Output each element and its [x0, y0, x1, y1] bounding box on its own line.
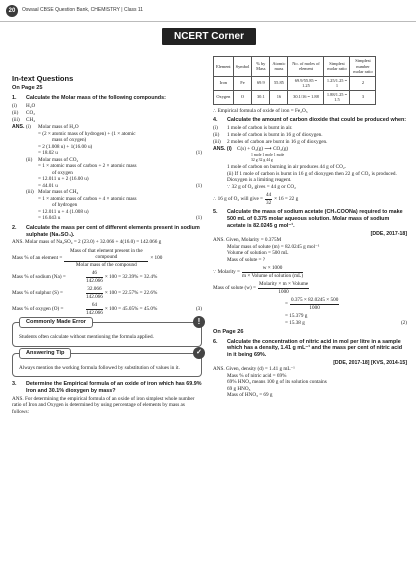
ans-num: (i) [26, 124, 31, 131]
item-num: (i) [12, 103, 17, 110]
eq-result: × 100 = 32.39% = 32.4% [104, 274, 158, 281]
q4-limiting-reagent: Dioxygen is a limiting reagent. [227, 177, 292, 184]
table-header: Atomic mass [270, 57, 288, 77]
ans-line: = 44.01 u [38, 182, 58, 189]
q-number: 4. [213, 117, 218, 123]
q6-given: ANS. Given, density (d) = 1.41 g mL⁻¹ [213, 366, 295, 373]
table-cell: 55.85 [270, 76, 288, 90]
table-header: Simplest number molar ratio [350, 57, 376, 77]
ans-line: = 1 × atomic mass of carbon + 2 × atomic mass [38, 163, 137, 170]
q1-item [12, 103, 202, 110]
item-text: 1 mole of carbon is burnt in 16 g of dioxygen. [227, 132, 323, 138]
ans-line: = 2 (1.008 u) + 1(16.00 u) [38, 143, 93, 150]
q5-unknown: Mass of solute = ? [227, 256, 266, 263]
ans-num: (ii) [26, 156, 33, 163]
oxygen-percent [12, 302, 202, 316]
item-text: H₂O [26, 103, 36, 110]
q5-result: = 15.379 g [285, 313, 308, 320]
ans-text [38, 189, 192, 222]
q1-item [12, 110, 202, 117]
eq-fraction [290, 297, 339, 311]
empirical-formula-result: ∴ Empirical formula of oxide of iron = Fe₂O₃ [213, 107, 308, 114]
exclamation-icon: ! [193, 316, 205, 328]
q5-given: ANS. Given, Molarity = 0.375M [213, 237, 282, 244]
table-cell: 30.1/16 = 1.88 [288, 90, 324, 104]
reaction-moles: 1 mole 1 mole 1 mole [251, 153, 285, 157]
mass-of-solute-formula [213, 281, 407, 295]
marks: (1) [195, 150, 202, 157]
common-error-box [12, 317, 202, 347]
box-title: Commonly Made Error [19, 317, 93, 328]
marks: (3) [195, 306, 202, 313]
ans-line: = 1 × atomic mass of carbon + 4 × atomic mass [38, 195, 137, 202]
ans-num: (iii) [26, 189, 34, 196]
ans-line: = 18.02 u [38, 150, 58, 157]
fraction-denominator: Molar mass of the compound [75, 261, 137, 268]
ans-line: Molar mass of CH₄ [38, 189, 79, 196]
fraction-denominator: 1000 [309, 304, 320, 311]
page-number: 20 [6, 5, 18, 17]
fraction-denominator: 1000 [278, 288, 289, 295]
q6-reference: [DDE, 2017-18] [KVS, 2014-15] [333, 359, 407, 366]
section-title: In-text Questions [12, 74, 74, 83]
answering-tip-box [12, 348, 202, 378]
question-5 [213, 209, 407, 229]
fraction-numerator: 64 [86, 302, 103, 310]
table-cell: 16 [270, 90, 288, 104]
eq-label: Mass % of sodium (Na) = [12, 274, 66, 281]
ans-line: of hydrogen [52, 202, 78, 209]
q5-final-result: = 15.38 g [285, 319, 305, 326]
q5-reference: [DDE, 2017-18] [370, 230, 407, 237]
eq-fraction [265, 192, 272, 206]
question-1 [12, 95, 202, 102]
left-column [12, 74, 202, 415]
q-text: Calculate the amount of carbon dioxide that could be produced when: [227, 117, 407, 123]
page-header [0, 0, 416, 22]
fraction-denominator: m × Volume of solution (mL) [241, 272, 304, 279]
eq-fraction [86, 286, 103, 300]
q-text: Determine the Empirical formula of an oxide of iron which has 69.9% Iron and 30.1% dioxygen by mass? [26, 381, 202, 395]
q3-answer: ANS. For determining the empirical formula of an oxide of iron simplest whole number ratio of Iron and Oxygen is determined by using percentage of elements by mass as follows: [12, 395, 195, 415]
q1-answer-ii [12, 157, 202, 190]
sodium-percent [12, 270, 202, 284]
fraction-numerator: 46 [86, 270, 103, 278]
q6-mass-hno3: Mass of HNO₃ = 69 g [227, 392, 273, 399]
fraction-denominator: 32 [265, 199, 272, 206]
question-2 [12, 225, 202, 239]
ans-line: of oxygen [52, 169, 73, 176]
q4-answer-ii: (ii) If 1 mole of carbon is burnt in 16 g of dioxygen then 22 g of CO₂ is produced. [227, 170, 397, 177]
empirical-formula-table [213, 56, 376, 105]
q4-given: ∵ 32 g of O₂ gives = 44 g or CO₂ [227, 183, 296, 190]
item-num: (i) [213, 125, 218, 131]
q-number: 1. [12, 95, 17, 102]
book-title: Oswaal CBSE Question Bank, CHEMISTRY | Class 11 [22, 7, 144, 13]
q6-meaning-cont: 69 g HNO₃ [227, 385, 251, 392]
marks: (1) [195, 182, 202, 189]
q-number: 6. [213, 338, 218, 345]
checkmark-icon: ✓ [193, 347, 205, 359]
box-text: Students often calculate without mentioning the formula applied. [19, 334, 154, 341]
fraction-numerator: 44 [265, 192, 272, 199]
q-text: Calculate the mass per cent of different elements present in sodium sulphate (Na₂SO₄). [26, 224, 200, 238]
ans-line: = 12.011 u + 4 (1.008 u) [38, 208, 89, 215]
fraction-numerator: w × 1000 [242, 265, 303, 273]
table-row [214, 90, 376, 104]
marks: (2) [400, 319, 407, 326]
box-text: Always mention the working formula followed by substitution of values in it. [19, 364, 180, 371]
eq-result: × 100 = 22.57% = 22.6% [104, 290, 158, 297]
item-num: (ii) [213, 132, 220, 138]
table-cell: Iron [214, 76, 234, 90]
q-text: Calculate the Molar mass of the following compounds: [26, 95, 166, 102]
q-text: Calculate the concentration of nitric acid in mol per litre in a sample which has a density, 1.41 g mL⁻¹ and the mass per cent of nitric acid in it being 69%. [227, 338, 402, 359]
question-6 [213, 339, 407, 359]
eq-fraction [242, 265, 303, 279]
page-ref: On Page 25 [12, 85, 43, 92]
q4-item [213, 132, 407, 139]
eq-label: Mass % of sulphur (S) = [12, 290, 63, 297]
eq-label: ∴ 16 g of O₂ will give = [213, 196, 263, 203]
table-cell: O [233, 90, 252, 104]
q5-volume: Volume of solution = 500 mL [227, 250, 289, 257]
ans-label: ANS. (i) [213, 146, 232, 152]
table-cell: Oxygen [214, 90, 234, 104]
fraction-denominator: 142.066 [86, 277, 103, 284]
fraction-numerator: 0.375 × 82.0245 × 500 [290, 297, 339, 304]
formula-label: Mass % of an element = [12, 254, 63, 261]
table-header: Symbol [233, 57, 252, 77]
table-cell: 1.88/1.25 = 1.5 [324, 90, 350, 104]
table-header: Simplest molar ratio [324, 57, 350, 77]
reaction-masses: 32 g 32 g 44 g [251, 157, 273, 162]
table-row [214, 76, 376, 90]
fraction-numerator: Molarity × m × Volume [258, 281, 309, 288]
q1-answer-i [12, 124, 202, 157]
question-3 [12, 381, 202, 395]
fraction-denominator: 142.066 [86, 309, 103, 316]
item-num: (iii) [12, 117, 20, 124]
mass-of-solute-substitution: = $\frac{0.375 \times 82.0245 \times 500}{1000}$ [285, 297, 339, 311]
ans-line: = 12.011 u + 2 (16.00 u) [38, 176, 89, 183]
item-text: 1 mole of carbon is burnt in air. [227, 125, 293, 131]
q-text: Calculate the mass of sodium acetate (CH₃COONa) required to make 500 mL of 0.375 molar aqueous solution. Molar mass of sodium acetate is 82.0245 g mol⁻¹. [227, 209, 403, 229]
reaction-equation: C(s) + O₂(g) ⟶ CO₂(g) [237, 146, 289, 152]
eq-label: Mass of solute (w) = [213, 284, 256, 291]
sulphur-percent [12, 286, 202, 300]
ans-line: = (2 × atomic mass of hydrogen) + (1 × atomic [38, 130, 136, 137]
ans-line: = 16.043 u [38, 215, 61, 222]
q6-meaning: 69% HNO₃ means 100 g of its solution contains [227, 379, 327, 386]
table-cell: 30.1 [252, 90, 270, 104]
ans-label: ANS. [12, 124, 25, 131]
q2-answer: ANS. Molar mass of Na₂SO₄ = 2 (23.0) + 32.066 + 4(16.0) = 142.066 g [12, 239, 162, 246]
fraction-denominator: 142.066 [86, 293, 103, 300]
table-header: Element [214, 57, 234, 77]
q4-reaction [213, 146, 407, 153]
table-cell: 1.25/1.25 = 1 [324, 76, 350, 90]
fraction-numerator: Mass of that element present in the compound [64, 248, 148, 262]
table-cell: 3 [350, 90, 376, 104]
ncert-corner-banner: NCERT Corner [162, 28, 256, 45]
table-header: % by Mass [252, 57, 270, 77]
q-number: 3. [12, 381, 17, 388]
eq-result: × 100 = 45.05% = 45.0% [104, 306, 158, 313]
table-cell: Fe [233, 76, 252, 90]
ans-text [38, 124, 192, 157]
mass-percent-formula [12, 248, 202, 269]
item-text: 2 moles of carbon are burnt in 16 g of dioxygen. [227, 139, 328, 145]
ans-line: Molar mass of H₂O [38, 124, 79, 131]
q4-item [213, 139, 407, 146]
marks: (1) [195, 215, 202, 222]
eq-fraction [86, 270, 103, 284]
eq-label: ∵ Molarity = [213, 268, 240, 275]
ans-line: Molar mass of CO₂ [38, 156, 79, 163]
q4-calculation [213, 192, 407, 206]
table-cell: 69.9 [252, 76, 270, 90]
q1-answer-iii [12, 189, 202, 222]
q4-item [213, 125, 407, 132]
table-header: No. of moles of element [288, 57, 324, 77]
page-ref: On Page 26 [213, 328, 244, 335]
table-cell: 2 [350, 76, 376, 90]
item-text: CH₄ [26, 117, 36, 124]
right-column [213, 52, 407, 399]
q5-final [285, 320, 407, 327]
eq-fraction [86, 302, 103, 316]
eq-label: Mass % of oxygen (O) = [12, 306, 64, 313]
box-title: Answering Tip [19, 348, 71, 359]
eq-result: × 16 = 22 g [274, 196, 299, 203]
item-num: (iii) [213, 139, 221, 145]
molarity-formula [213, 265, 407, 279]
times-100: × 100 [150, 254, 163, 261]
question-4 [213, 117, 407, 124]
q-number: 2. [12, 224, 17, 231]
ans-text [38, 157, 192, 190]
fraction-numerator: 32.066 [87, 286, 102, 293]
q4-answer-i: 1 mole of carbon on burning in air produces 44 g of CO₂. [227, 164, 346, 171]
q-number: 5. [213, 209, 218, 216]
q6-mass-percent: Mass % of nitric acid = 69% [227, 372, 287, 379]
ans-line: mass of oxygen) [52, 137, 87, 144]
q5-molar-mass: Molar mass of solute (m) = 82.0245 g mol⁻¹ [227, 243, 320, 250]
formula-fraction [64, 248, 148, 269]
table-header-row [214, 57, 376, 77]
item-text: CO₂ [26, 110, 36, 117]
eq-fraction [258, 281, 309, 295]
item-num: (ii) [12, 110, 19, 117]
table-cell: 69.9/55.85 = 1.25 [288, 76, 324, 90]
